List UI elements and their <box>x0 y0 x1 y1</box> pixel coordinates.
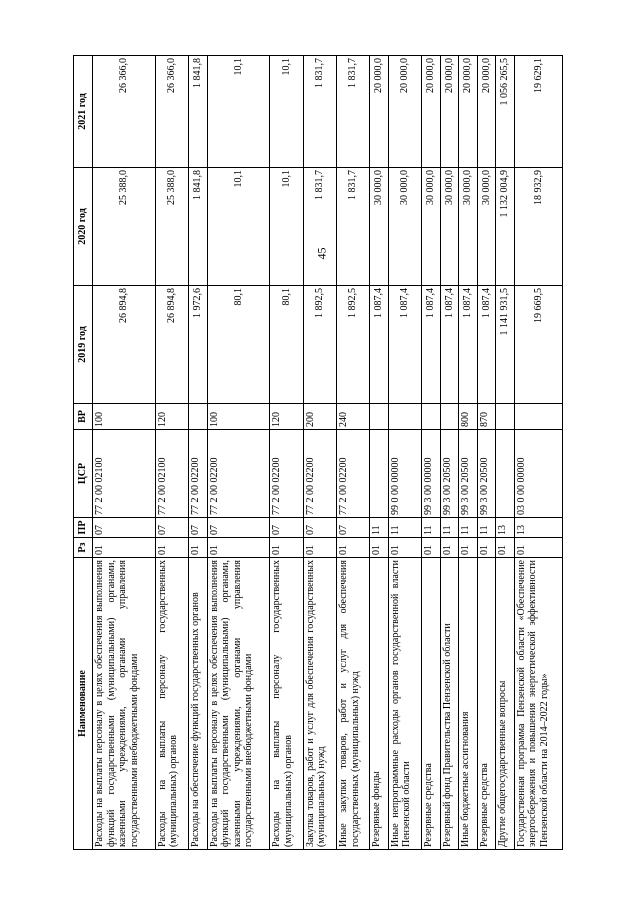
row-name: Расходы на выплаты персоналу в целях обеспечения выполнения функций государственными (муниципальными) органами, казенными учреждениями, органами управления государственными внебюджетными фондами <box>93 558 156 850</box>
row-rz: 01 <box>155 538 188 558</box>
row-2020: 10,1 <box>207 168 270 286</box>
row-rz: 01 <box>189 538 208 558</box>
row-2019: 26 894,8 <box>155 286 188 404</box>
row-2019: 19 669,5 <box>514 286 562 404</box>
header-vr: ВР <box>74 404 93 430</box>
row-2021: 1 831,7 <box>337 56 370 168</box>
row-vr <box>189 404 208 430</box>
row-pr: 07 <box>155 518 188 538</box>
row-2019: 26 894,8 <box>93 286 156 404</box>
row-rz: 01 <box>370 538 389 558</box>
row-vr: 120 <box>270 404 303 430</box>
row-2019: 1 892,5 <box>337 286 370 404</box>
row-rz: 01 <box>337 538 370 558</box>
row-2021: 1 056 265,5 <box>496 56 515 168</box>
budget-table <box>73 55 563 850</box>
row-2019: 80,1 <box>207 286 270 404</box>
row-2019: 1 087,4 <box>422 286 441 404</box>
row-csr: 99 3 00 00000 <box>422 430 441 518</box>
table-row <box>459 56 478 850</box>
header-2019: 2019 год <box>74 286 93 404</box>
row-csr: 99 3 00 20500 <box>440 430 459 518</box>
row-vr: 800 <box>459 404 478 430</box>
row-rz: 01 <box>93 538 156 558</box>
row-2021: 1 841,8 <box>189 56 208 168</box>
row-pr: 07 <box>207 518 270 538</box>
row-csr <box>496 430 515 518</box>
table-row <box>270 56 303 850</box>
row-pr: 13 <box>496 518 515 538</box>
row-name: Расходы на обеспечение функций государственных органов <box>189 558 208 850</box>
row-2020: 30 000,0 <box>459 168 478 286</box>
row-2020: 30 000,0 <box>388 168 421 286</box>
row-name: Иные бюджетные ассигнования <box>459 558 478 850</box>
table-row <box>422 56 441 850</box>
row-2019: 1 972,6 <box>189 286 208 404</box>
row-name: Закупка товаров, работ и услуг для обеспечения государственных (муниципальных) нужд <box>303 558 336 850</box>
row-rz: 01 <box>440 538 459 558</box>
row-pr: 07 <box>93 518 156 538</box>
row-2021: 26 366,0 <box>93 56 156 168</box>
row-name: Резервный фонд Правительства Пензенской области <box>440 558 459 850</box>
row-csr: 77 2 00 02200 <box>207 430 270 518</box>
row-name: Иные закупки товаров, работ и услуг для обеспечения государственных (муниципальных) нужд <box>337 558 370 850</box>
row-2021: 20 000,0 <box>459 56 478 168</box>
row-pr: 13 <box>514 518 562 538</box>
row-2020: 25 388,0 <box>93 168 156 286</box>
row-pr: 07 <box>270 518 303 538</box>
row-2020: 18 932,9 <box>514 168 562 286</box>
row-vr <box>422 404 441 430</box>
row-vr <box>440 404 459 430</box>
row-rz: 01 <box>303 538 336 558</box>
row-csr <box>370 430 389 518</box>
row-2019: 1 087,4 <box>370 286 389 404</box>
row-2019: 1 087,4 <box>477 286 496 404</box>
row-csr: 77 2 00 02200 <box>303 430 336 518</box>
row-pr: 11 <box>459 518 478 538</box>
table-row <box>93 56 156 850</box>
row-vr: 100 <box>93 404 156 430</box>
row-2021: 20 000,0 <box>440 56 459 168</box>
row-rz: 01 <box>388 538 421 558</box>
table-row <box>496 56 515 850</box>
row-2021: 20 000,0 <box>477 56 496 168</box>
row-rz: 01 <box>207 538 270 558</box>
row-2019: 1 087,4 <box>459 286 478 404</box>
header-rz: Рз <box>74 538 93 558</box>
row-csr: 99 3 00 20500 <box>459 430 478 518</box>
row-2020: 30 000,0 <box>422 168 441 286</box>
table-row <box>189 56 208 850</box>
row-vr: 120 <box>155 404 188 430</box>
row-name: Резервные средства <box>477 558 496 850</box>
row-2020: 10,1 <box>270 168 303 286</box>
header-csr: ЦСР <box>74 430 93 518</box>
row-2020: 1 132 004,9 <box>496 168 515 286</box>
table-row <box>155 56 188 850</box>
row-2021: 20 000,0 <box>370 56 389 168</box>
row-2021: 10,1 <box>207 56 270 168</box>
table-row <box>337 56 370 850</box>
row-pr: 07 <box>337 518 370 538</box>
row-2021: 20 000,0 <box>422 56 441 168</box>
budget-table-container <box>73 56 563 850</box>
row-pr: 11 <box>370 518 389 538</box>
table-body <box>93 56 563 850</box>
table-row <box>440 56 459 850</box>
row-2020: 25 388,0 <box>155 168 188 286</box>
row-2019: 1 892,5 <box>303 286 336 404</box>
row-pr: 07 <box>189 518 208 538</box>
row-name: Расходы на выплаты персоналу государственных (муниципальных) органов <box>270 558 303 850</box>
row-2020: 1 831,7 <box>337 168 370 286</box>
row-vr: 870 <box>477 404 496 430</box>
row-name: Расходы на выплаты персоналу государственных (муниципальных) органов <box>155 558 188 850</box>
table-row <box>303 56 336 850</box>
row-rz: 01 <box>477 538 496 558</box>
row-rz: 01 <box>496 538 515 558</box>
row-csr: 77 2 00 02200 <box>189 430 208 518</box>
table-header-row <box>74 56 93 850</box>
header-2020: 2020 год <box>74 168 93 286</box>
row-2019: 80,1 <box>270 286 303 404</box>
row-name: Другие общегосударственные вопросы <box>496 558 515 850</box>
row-2019: 1 087,4 <box>440 286 459 404</box>
row-pr: 07 <box>303 518 336 538</box>
row-rz: 01 <box>514 538 562 558</box>
row-vr <box>514 404 562 430</box>
row-name: Иные непрограммные расходы органов государственной власти Пензенской области <box>388 558 421 850</box>
row-2019: 1 141 931,5 <box>496 286 515 404</box>
row-name: Государственная программа Пензенской области «Обеспечение энергосбережения и повышения энергетической эффективности Пензенской области на 2014–2022 годы» <box>514 558 562 850</box>
row-2021: 26 366,0 <box>155 56 188 168</box>
row-vr: 100 <box>207 404 270 430</box>
row-csr: 77 2 00 02100 <box>155 430 188 518</box>
row-2019: 1 087,4 <box>388 286 421 404</box>
row-vr <box>388 404 421 430</box>
table-row <box>477 56 496 850</box>
row-csr: 77 2 00 02200 <box>270 430 303 518</box>
row-csr: 77 2 00 02100 <box>93 430 156 518</box>
table-row <box>514 56 562 850</box>
row-name: Резервные фонды <box>370 558 389 850</box>
table-row <box>388 56 421 850</box>
row-vr <box>370 404 389 430</box>
row-vr <box>496 404 515 430</box>
row-name: Расходы на выплаты персоналу в целях обеспечения выполнения функций государственными (муниципальными) органами, казенными учреждениями, органами управления государственными внебюджетными фондами <box>207 558 270 850</box>
row-2020: 30 000,0 <box>370 168 389 286</box>
row-csr: 03 0 00 00000 <box>514 430 562 518</box>
row-rz: 01 <box>270 538 303 558</box>
table-row <box>370 56 389 850</box>
row-2021: 1 831,7 <box>303 56 336 168</box>
row-2020: 1 831,7 <box>303 168 336 286</box>
row-2020: 1 841,8 <box>189 168 208 286</box>
row-2020: 30 000,0 <box>440 168 459 286</box>
row-name: Резервные средства <box>422 558 441 850</box>
header-pr: ПР <box>74 518 93 538</box>
table-row <box>207 56 270 850</box>
row-vr: 200 <box>303 404 336 430</box>
row-pr: 11 <box>422 518 441 538</box>
row-csr: 99 0 00 00000 <box>388 430 421 518</box>
header-2021: 2021 год <box>74 56 93 168</box>
row-2021: 10,1 <box>270 56 303 168</box>
row-csr: 77 2 00 02200 <box>337 430 370 518</box>
row-pr: 11 <box>477 518 496 538</box>
row-rz: 01 <box>422 538 441 558</box>
row-pr: 11 <box>440 518 459 538</box>
row-vr: 240 <box>337 404 370 430</box>
row-pr: 11 <box>388 518 421 538</box>
row-csr: 99 3 00 20500 <box>477 430 496 518</box>
row-rz: 01 <box>459 538 478 558</box>
header-name: Наименование <box>74 558 93 850</box>
row-2021: 19 629,1 <box>514 56 562 168</box>
row-2021: 20 000,0 <box>388 56 421 168</box>
page-number: 45 <box>314 247 329 260</box>
row-2020: 30 000,0 <box>477 168 496 286</box>
